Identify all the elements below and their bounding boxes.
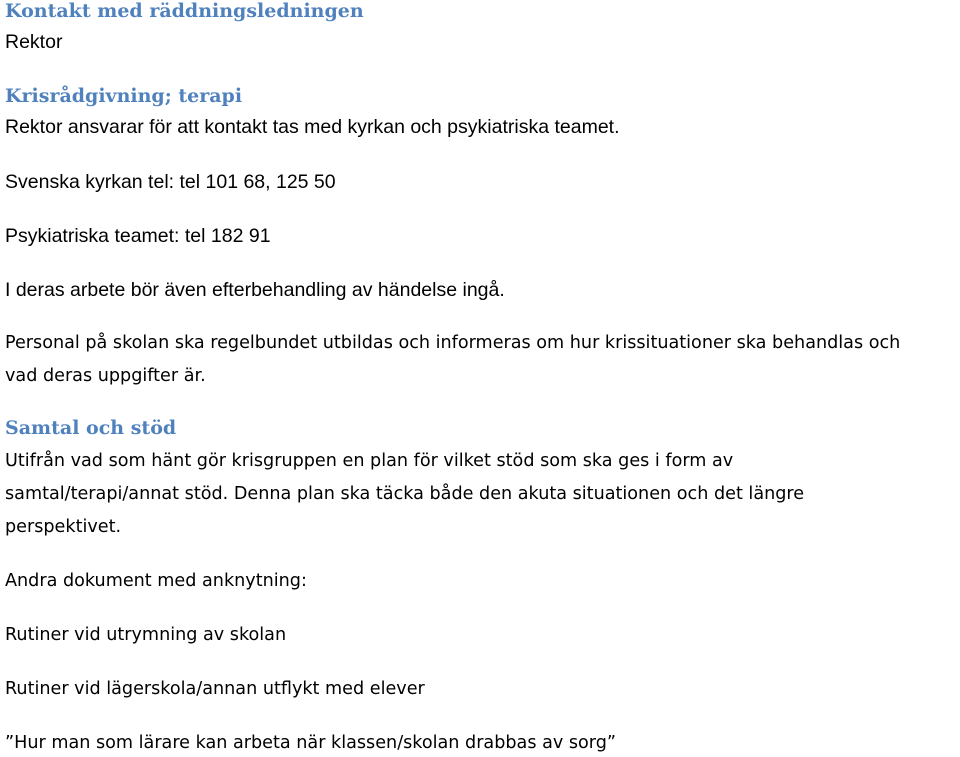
section-heading-samtal: Samtal och stöd [5,417,177,439]
paragraph-line: Rektor ansvarar för att kontakt tas med kyrkan och psykiatriska teamet. [5,116,620,138]
paragraph-line: Svenska kyrkan tel: tel 101 68, 125 50 [5,171,336,193]
paragraph-line: Psykiatriska teamet: tel 182 91 [5,225,271,247]
related-document-item: Rutiner vid lägerskola/annan utflykt med elever [5,679,425,699]
section-heading-kontakt: Kontakt med räddningsledningen [5,0,364,22]
section-heading-krisradgivning: Krisrådgivning; terapi [5,85,243,107]
paragraph-line: I deras arbete bör även efterbehandling av händelse ingå. [5,279,505,301]
paragraph-line: Personal på skolan ska regelbundet utbildas och informeras om hur krissituationer ska behandlas och [5,333,901,353]
paragraph-line: perspektivet. [5,517,122,537]
section-text-rektor: Rektor [5,31,63,53]
related-documents-heading: Andra dokument med anknytning: [5,571,307,591]
related-document-item: Rutiner vid utrymning av skolan [5,625,287,645]
paragraph-line: Utifrån vad som hänt gör krisgruppen en plan för vilket stöd som ska ges i form av [5,451,734,471]
paragraph-line: vad deras uppgifter är. [5,366,206,386]
related-document-item: ”Hur man som lärare kan arbeta när klassen/skolan drabbas av sorg” [5,733,617,753]
paragraph-line: samtal/terapi/annat stöd. Denna plan ska täcka både den akuta situationen och det längre [5,484,805,504]
